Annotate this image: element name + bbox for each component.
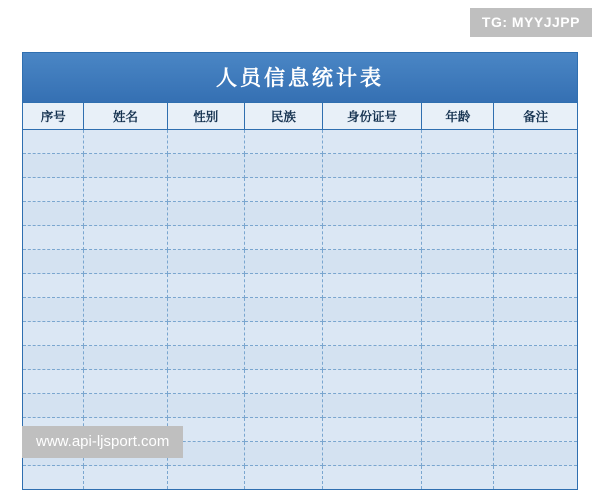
cell-index[interactable] xyxy=(23,298,84,322)
table-row[interactable] xyxy=(23,370,577,394)
cell-age[interactable] xyxy=(422,346,494,370)
cell-id-number[interactable] xyxy=(322,298,422,322)
cell-index[interactable] xyxy=(23,346,84,370)
cell-age[interactable] xyxy=(422,274,494,298)
cell-name[interactable] xyxy=(84,370,167,394)
cell-name[interactable] xyxy=(84,226,167,250)
cell-ethnicity[interactable] xyxy=(245,130,323,154)
cell-remarks[interactable] xyxy=(494,202,577,226)
cell-id-number[interactable] xyxy=(322,418,422,442)
cell-remarks[interactable] xyxy=(494,466,577,490)
cell-age[interactable] xyxy=(422,370,494,394)
cell-index[interactable] xyxy=(23,226,84,250)
cell-gender[interactable] xyxy=(167,370,245,394)
cell-gender[interactable] xyxy=(167,130,245,154)
table-row[interactable] xyxy=(23,154,577,178)
cell-name[interactable] xyxy=(84,250,167,274)
cell-id-number[interactable] xyxy=(322,226,422,250)
cell-remarks[interactable] xyxy=(494,394,577,418)
cell-name[interactable] xyxy=(84,322,167,346)
table-row[interactable] xyxy=(23,346,577,370)
cell-ethnicity[interactable] xyxy=(245,322,323,346)
table-row[interactable] xyxy=(23,130,577,154)
cell-age[interactable] xyxy=(422,178,494,202)
cell-ethnicity[interactable] xyxy=(245,154,323,178)
cell-index[interactable] xyxy=(23,250,84,274)
cell-age[interactable] xyxy=(422,394,494,418)
table-row[interactable] xyxy=(23,178,577,202)
cell-id-number[interactable] xyxy=(322,154,422,178)
cell-gender[interactable] xyxy=(167,250,245,274)
cell-remarks[interactable] xyxy=(494,178,577,202)
cell-name[interactable] xyxy=(84,346,167,370)
table-row[interactable] xyxy=(23,226,577,250)
cell-id-number[interactable] xyxy=(322,322,422,346)
cell-age[interactable] xyxy=(422,154,494,178)
cell-gender[interactable] xyxy=(167,274,245,298)
cell-remarks[interactable] xyxy=(494,130,577,154)
cell-ethnicity[interactable] xyxy=(245,274,323,298)
cell-id-number[interactable] xyxy=(322,394,422,418)
cell-age[interactable] xyxy=(422,442,494,466)
table-header-row xyxy=(23,103,577,130)
cell-gender[interactable] xyxy=(167,154,245,178)
cell-gender[interactable] xyxy=(167,178,245,202)
cell-name[interactable] xyxy=(84,394,167,418)
cell-ethnicity[interactable] xyxy=(245,298,323,322)
cell-id-number[interactable] xyxy=(322,202,422,226)
cell-remarks[interactable] xyxy=(494,322,577,346)
cell-gender[interactable] xyxy=(167,346,245,370)
cell-age[interactable] xyxy=(422,322,494,346)
column-header-gender: 性别 xyxy=(167,103,245,130)
cell-ethnicity[interactable] xyxy=(245,226,323,250)
cell-index[interactable] xyxy=(23,322,84,346)
cell-index[interactable] xyxy=(23,370,84,394)
table-row[interactable] xyxy=(23,466,577,490)
cell-id-number[interactable] xyxy=(322,466,422,490)
cell-gender[interactable] xyxy=(167,298,245,322)
personnel-info-table xyxy=(22,52,578,490)
cell-name[interactable] xyxy=(84,154,167,178)
cell-id-number[interactable] xyxy=(322,370,422,394)
cell-name[interactable] xyxy=(84,466,167,490)
cell-index[interactable] xyxy=(23,154,84,178)
cell-name[interactable] xyxy=(84,130,167,154)
cell-remarks[interactable] xyxy=(494,298,577,322)
cell-ethnicity[interactable] xyxy=(245,370,323,394)
telegram-watermark: TG: MYYJJPP xyxy=(470,8,592,37)
cell-remarks[interactable] xyxy=(494,370,577,394)
cell-id-number[interactable] xyxy=(322,250,422,274)
cell-name[interactable] xyxy=(84,298,167,322)
column-header-id-number: 身份证号 xyxy=(322,103,422,130)
cell-age[interactable] xyxy=(422,202,494,226)
column-header-name: 姓名 xyxy=(84,103,167,130)
table-title: 人员信息统计表 xyxy=(23,53,577,103)
cell-age[interactable] xyxy=(422,466,494,490)
cell-gender[interactable] xyxy=(167,394,245,418)
cell-ethnicity[interactable] xyxy=(245,346,323,370)
cell-ethnicity[interactable] xyxy=(245,442,323,466)
cell-remarks[interactable] xyxy=(494,226,577,250)
cell-index[interactable] xyxy=(23,394,84,418)
table-row[interactable] xyxy=(23,322,577,346)
cell-age[interactable] xyxy=(422,226,494,250)
cell-name[interactable] xyxy=(84,202,167,226)
column-header-ethnicity: 民族 xyxy=(245,103,323,130)
table-row[interactable] xyxy=(23,298,577,322)
column-header-index: 序号 xyxy=(23,103,84,130)
column-header-age: 年龄 xyxy=(422,103,494,130)
cell-ethnicity[interactable] xyxy=(245,418,323,442)
cell-remarks[interactable] xyxy=(494,250,577,274)
cell-ethnicity[interactable] xyxy=(245,394,323,418)
cell-gender[interactable] xyxy=(167,466,245,490)
cell-ethnicity[interactable] xyxy=(245,178,323,202)
cell-id-number[interactable] xyxy=(322,274,422,298)
cell-ethnicity[interactable] xyxy=(245,250,323,274)
table-row[interactable] xyxy=(23,250,577,274)
cell-index[interactable] xyxy=(23,466,84,490)
cell-remarks[interactable] xyxy=(494,442,577,466)
cell-id-number[interactable] xyxy=(322,178,422,202)
cell-index[interactable] xyxy=(23,274,84,298)
site-url-watermark: www.api-ljsport.com xyxy=(22,426,183,458)
cell-index[interactable] xyxy=(23,178,84,202)
table-row[interactable] xyxy=(23,394,577,418)
cell-gender[interactable] xyxy=(167,322,245,346)
cell-index[interactable] xyxy=(23,202,84,226)
column-header-remarks: 备注 xyxy=(494,103,577,130)
cell-age[interactable] xyxy=(422,418,494,442)
cell-gender[interactable] xyxy=(167,226,245,250)
cell-age[interactable] xyxy=(422,298,494,322)
cell-name[interactable] xyxy=(84,274,167,298)
cell-id-number[interactable] xyxy=(322,130,422,154)
cell-ethnicity[interactable] xyxy=(245,202,323,226)
cell-gender[interactable] xyxy=(167,202,245,226)
table-row[interactable] xyxy=(23,274,577,298)
cell-id-number[interactable] xyxy=(322,346,422,370)
cell-remarks[interactable] xyxy=(494,154,577,178)
cell-remarks[interactable] xyxy=(494,274,577,298)
cell-index[interactable] xyxy=(23,130,84,154)
cell-remarks[interactable] xyxy=(494,418,577,442)
cell-id-number[interactable] xyxy=(322,442,422,466)
cell-age[interactable] xyxy=(422,130,494,154)
cell-age[interactable] xyxy=(422,250,494,274)
cell-ethnicity[interactable] xyxy=(245,466,323,490)
cell-remarks[interactable] xyxy=(494,346,577,370)
cell-name[interactable] xyxy=(84,178,167,202)
table-row[interactable] xyxy=(23,202,577,226)
